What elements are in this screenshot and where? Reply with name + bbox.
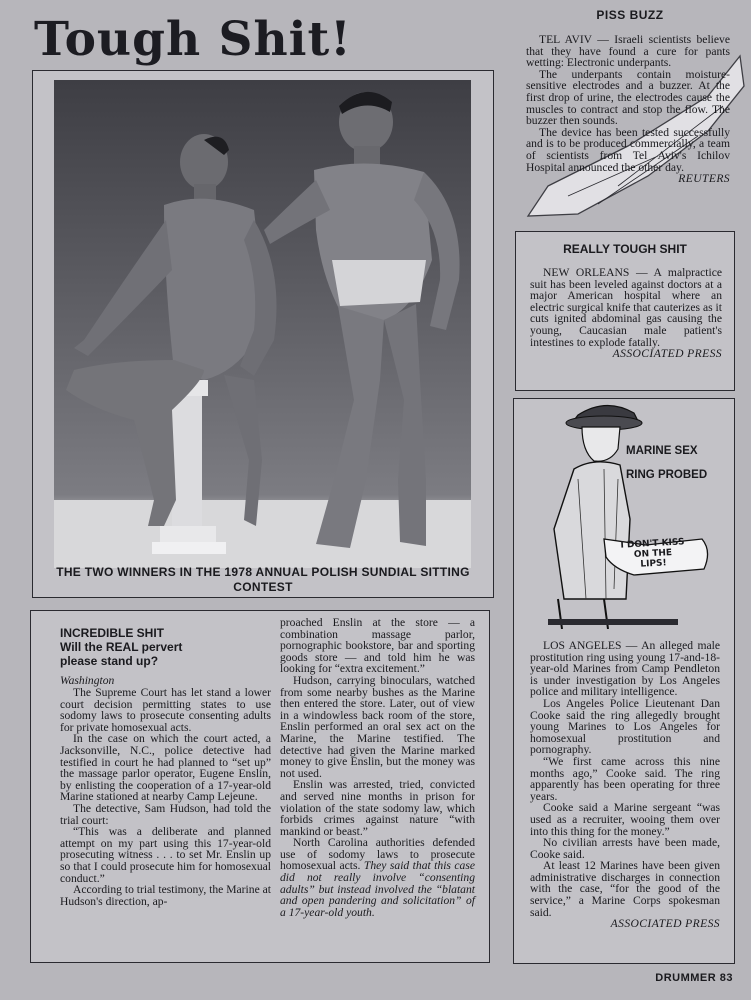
piss-buzz-article <box>512 8 740 220</box>
paragraph: The detective, Sam Hudson, had told the trial court: <box>60 801 271 827</box>
really-tough-body <box>516 267 734 360</box>
incredible-shit-article <box>30 610 490 963</box>
soldier-cartoon <box>534 399 724 629</box>
piss-buzz-kicker: PISS BUZZ <box>596 8 664 22</box>
paragraph: The Supreme Court has let stand a lower court decision permitting states to use sodomy laws to prosecute consenting adults for private homosexual acts. <box>60 686 271 734</box>
paragraph: In the case on which the court acted, a Jacksonville, N.C., police detective had testified in court he had planned to “set up” the massage parlor operator, Eugene Enslin, by enlisting the cooperation of a 17-year-old Marine stationed at nearby Camp Lejeune. <box>60 732 271 804</box>
paragraph: The underpants contain moisture-sensitive electrodes and a buzzer. At the first drop of urine, the electrodes cause the muscles to contract and stop the flow. The buzzer then sounds. <box>526 67 730 128</box>
photo-caption: THE TWO WINNERS IN THE 1978 ANNUAL POLISH SUNDIAL SITTING CONTEST <box>56 565 470 594</box>
story-title <box>60 626 271 668</box>
paragraph: LOS ANGELES — An alleged male prostitution ring using young 17-and-18-year-old Marines from Camp Pendleton is under investigation by Los Angeles police and military intelligence. <box>530 639 720 699</box>
page-headline: Tough Shit! <box>34 12 352 67</box>
paragraph: Los Angeles Police Lieutenant Dan Cooke said the ring allegedly brought young Marines to Los Angeles for homosexual prostitution and pornography. <box>530 696 720 757</box>
sign-line: I DON'T KISS <box>620 537 685 551</box>
piss-buzz-body <box>526 34 730 185</box>
page-footer: DRUMMER 83 <box>655 972 733 984</box>
paragraph: NEW ORLEANS — A malpractice suit has been leveled against doctors at a major American hospital where an electric surgical knife that cauterizes as it cuts ignited abdominal gas causing the young, Caucasian male patient's intestines to explode fatally. <box>530 266 722 349</box>
marine-title <box>626 439 726 487</box>
photo-illustration <box>54 80 471 568</box>
paragraph: The device has been tested successfully and is to be produced commercially, a team of scientists from Tel Aviv's Ichilov Hospital announced the other day. <box>526 125 730 174</box>
paragraph: According to trial testimony, the Marine at Hudson's direction, ap- <box>60 883 271 908</box>
story-title-line: Will the REAL pervert <box>60 640 183 654</box>
paragraph: No civilian arrests have been made, Cooke said. <box>530 836 720 861</box>
paragraph: Hudson, carrying binoculars, watched from some nearby bushes as the Marine then entered the store. Later, out of view in a windowless back room of the store, Enslin performed an oral sex act on the Marine, the Marine testified. The detective had given the Marine marked money to give Enslin, but the money was not used. <box>280 673 475 780</box>
story-title-line: INCREDIBLE SHIT <box>60 626 165 640</box>
story-column-2 <box>280 617 475 918</box>
marine-body <box>530 640 720 930</box>
story-column-1 <box>60 626 271 907</box>
sign-line: ON THE <box>633 548 673 560</box>
paragraph: “We first came across this nine months ago,” Cooke said. The ring apparently has been operating for three years. <box>530 754 720 803</box>
paragraph: proached Enslin at the store — a combination massage parlor, pornographic bookstore, bar and sporting goods store — and told him he was looking for “extra excitement.” <box>280 616 475 676</box>
story-title-line: please stand up? <box>60 654 159 668</box>
really-tough-credit: ASSOCIATED PRESS <box>612 347 722 361</box>
paragraph-plain: North Carolina authorities defended use of sodomy laws to prosecute homosexual acts. <box>280 836 475 873</box>
sign-line: LIPS! <box>640 558 667 570</box>
piss-buzz-credit: REUTERS <box>678 172 730 186</box>
really-tough-kicker: REALLY TOUGH SHIT <box>563 242 687 256</box>
paragraph: Enslin was arrested, tried, convicted and served nine months in prison for violation of the state sodomy law, which forbids crimes against nature “with mankind or beast.” <box>280 778 475 838</box>
paragraph: “This was a deliberate and planned attempt on my part using this 17-year-old prosecuting witness . . . to set Mr. Enslin up so that I could prosecute him for homosexual conduct.” <box>60 825 271 885</box>
story-dateline: Washington <box>60 674 115 687</box>
marine-title-line: MARINE SEX <box>626 445 698 457</box>
marine-article <box>513 398 735 964</box>
story-col1-body <box>60 687 271 907</box>
paragraph: At least 12 Marines have been given administrative discharges in connection with the case, “for the good of the service,” a Marine Corps spokesman said. <box>530 859 720 919</box>
paragraph: Cooke said a Marine sergeant “was used as a recruiter, wooing them over into this thing for the money.” <box>530 801 720 838</box>
really-tough-article <box>515 231 735 391</box>
marine-credit: ASSOCIATED PRESS <box>610 917 720 931</box>
photo-frame <box>32 70 494 598</box>
paragraph-italic: They said that this case did not really involve “consenting adults” but instead involved the “blatant and open pandering and solicitation” of a 17-year-old youth. <box>280 859 475 919</box>
marine-title-line: RING PROBED <box>626 469 708 481</box>
paragraph <box>280 837 475 918</box>
cartoon-sign-text <box>597 536 708 572</box>
paragraph: TEL AVIV — Israeli scientists believe that they have found a cure for pants wetting: Electronic underpants. <box>526 33 730 70</box>
photo-two-bodybuilders <box>54 80 471 568</box>
